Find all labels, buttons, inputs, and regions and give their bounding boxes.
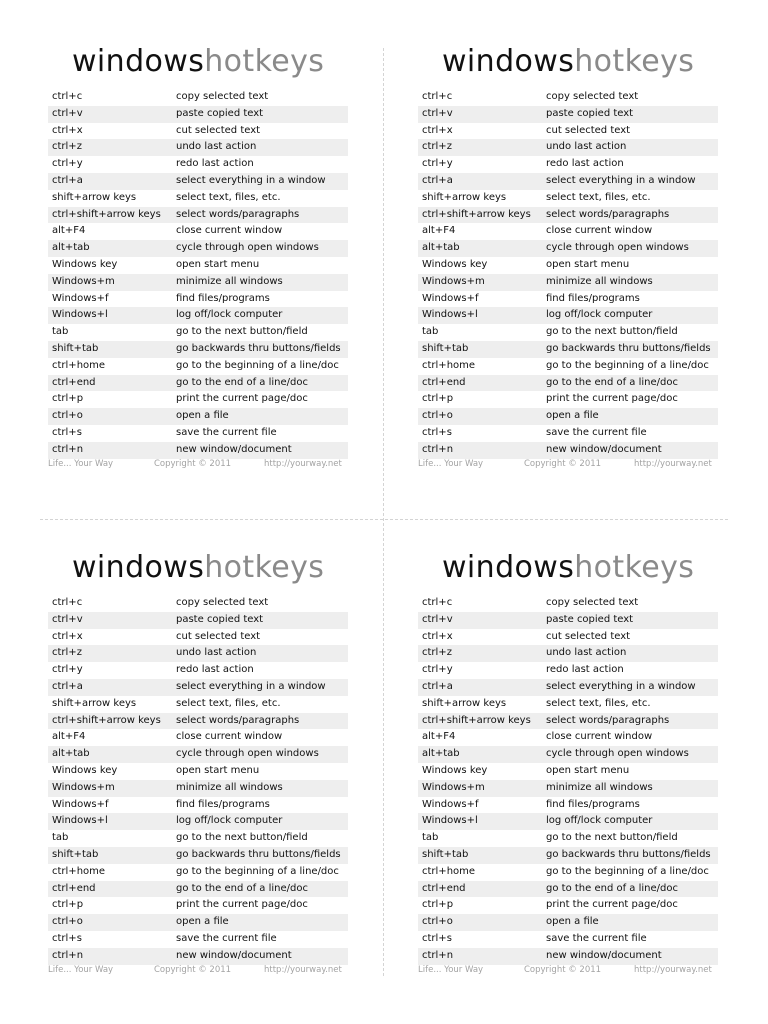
card-title — [442, 548, 694, 588]
hotkey-description: new window/document — [546, 949, 662, 961]
hotkey-description: go to the next button/field — [546, 326, 678, 338]
hotkey-description: minimize all windows — [546, 275, 653, 287]
card-title — [72, 548, 324, 588]
hotkey-row — [418, 442, 718, 459]
hotkey-row — [418, 629, 718, 646]
hotkey-description: minimize all windows — [176, 781, 283, 793]
hotkey-key: alt+F4 — [422, 225, 456, 237]
hotkey-key: Windows+m — [422, 781, 485, 793]
hotkey-row — [48, 341, 348, 358]
hotkey-description: open a file — [546, 916, 599, 928]
hotkey-key: ctrl+shift+arrow keys — [422, 208, 531, 220]
hotkey-row — [48, 442, 348, 459]
title-part-hotkeys: hotkeys — [204, 44, 325, 79]
hotkey-key: ctrl+s — [52, 426, 82, 438]
hotkey-table — [48, 89, 348, 459]
hotkey-key: ctrl+end — [52, 376, 96, 388]
hotkey-key: shift+tab — [422, 848, 469, 860]
hotkey-description: select everything in a window — [176, 680, 326, 692]
hotkey-description: log off/lock computer — [176, 309, 283, 321]
hotkey-row — [418, 813, 718, 830]
hotkey-key: tab — [422, 832, 439, 844]
hotkey-description: redo last action — [176, 158, 254, 170]
hotkey-row — [48, 948, 348, 965]
hotkey-key: ctrl+v — [52, 613, 83, 625]
hotkey-key: ctrl+s — [52, 932, 82, 944]
hotkey-row — [48, 830, 348, 847]
hotkey-row — [418, 106, 718, 123]
hotkey-row — [418, 662, 718, 679]
hotkey-description: go to the beginning of a line/doc — [546, 359, 709, 371]
hotkey-description: redo last action — [546, 664, 624, 676]
hotkey-description: find files/programs — [546, 798, 640, 810]
hotkey-row — [418, 864, 718, 881]
hotkey-key: alt+tab — [52, 242, 90, 254]
hotkey-row — [48, 679, 348, 696]
hotkey-row — [48, 89, 348, 106]
hotkey-description: copy selected text — [546, 91, 639, 102]
hotkey-row — [418, 291, 718, 308]
hotkey-description: go backwards thru buttons/fields — [176, 848, 341, 860]
hotkey-row — [48, 763, 348, 780]
hotkey-row — [48, 797, 348, 814]
hotkey-key: ctrl+o — [52, 410, 83, 422]
footer-url: http://yourway.net — [634, 965, 712, 975]
hotkey-row — [418, 797, 718, 814]
hotkey-key: ctrl+shift+arrow keys — [52, 208, 161, 220]
hotkey-row — [48, 595, 348, 612]
hotkey-description: close current window — [176, 225, 283, 237]
hotkey-description: go to the end of a line/doc — [176, 882, 308, 894]
hotkey-description: undo last action — [546, 141, 627, 153]
hotkey-key: tab — [52, 326, 69, 338]
hotkey-row — [418, 425, 718, 442]
hotkey-key: tab — [422, 326, 439, 338]
hotkey-row — [48, 391, 348, 408]
hotkey-description: save the current file — [546, 932, 647, 944]
hotkey-description: find files/programs — [176, 292, 270, 304]
card-footer — [418, 459, 722, 471]
hotkey-description: undo last action — [546, 647, 627, 659]
hotkey-key: ctrl+x — [422, 124, 453, 136]
title-part-windows: windows — [442, 550, 575, 585]
hotkey-key: ctrl+c — [52, 597, 83, 608]
footer-url: http://yourway.net — [264, 965, 342, 975]
hotkey-row — [418, 274, 718, 291]
hotkey-key: ctrl+n — [422, 443, 454, 455]
hotkey-key: Windows+m — [52, 781, 115, 793]
hotkey-key: Windows+m — [422, 275, 485, 287]
hotkey-key: ctrl+c — [52, 91, 83, 102]
footer-copyright: Copyright © 2011 — [524, 459, 602, 469]
hotkey-row — [48, 612, 348, 629]
hotkey-row — [48, 324, 348, 341]
hotkey-description: close current window — [546, 731, 653, 743]
hotkey-row — [418, 830, 718, 847]
hotkey-description: print the current page/doc — [176, 899, 308, 911]
hotkey-key: Windows+m — [52, 275, 115, 287]
hotkey-description: cut selected text — [546, 630, 631, 642]
hotkey-row — [418, 207, 718, 224]
hotkey-row — [418, 123, 718, 140]
hotkey-description: close current window — [546, 225, 653, 237]
footer-tagline: Life... Your Way — [418, 459, 484, 469]
hotkey-key: ctrl+s — [422, 426, 452, 438]
hotkey-description: go to the next button/field — [176, 326, 308, 338]
hotkey-description: cycle through open windows — [546, 748, 689, 760]
hotkey-key: Windows+l — [52, 309, 108, 321]
hotkey-description: new window/document — [176, 949, 292, 961]
hotkey-row — [418, 612, 718, 629]
hotkey-description: open start menu — [176, 764, 260, 776]
hotkey-key: ctrl+z — [422, 647, 452, 659]
hotkey-row — [48, 780, 348, 797]
hotkey-key: ctrl+y — [422, 158, 453, 170]
hotkey-description: select text, files, etc. — [176, 191, 281, 203]
hotkey-row — [418, 257, 718, 274]
footer-tagline: Life... Your Way — [418, 965, 484, 975]
hotkey-key: ctrl+end — [422, 376, 466, 388]
hotkey-row — [418, 173, 718, 190]
hotkey-description: minimize all windows — [176, 275, 283, 287]
hotkey-row — [48, 173, 348, 190]
hotkey-description: new window/document — [546, 443, 662, 455]
hotkey-key: ctrl+s — [422, 932, 452, 944]
hotkey-row — [48, 156, 348, 173]
title-part-windows: windows — [72, 550, 205, 585]
hotkey-description: cycle through open windows — [176, 242, 319, 254]
hotkey-row — [48, 746, 348, 763]
hotkey-key: ctrl+p — [422, 393, 454, 405]
hotkey-key: Windows key — [52, 764, 118, 776]
hotkey-description: open a file — [176, 410, 229, 422]
hotkey-description: go to the beginning of a line/doc — [176, 359, 339, 371]
hotkey-row — [418, 881, 718, 898]
hotkey-key: Windows+f — [422, 798, 479, 810]
hotkey-key: shift+tab — [422, 342, 469, 354]
hotkey-description: redo last action — [546, 158, 624, 170]
hotkey-description: save the current file — [176, 426, 277, 438]
hotkey-description: select text, files, etc. — [546, 191, 651, 203]
hotkey-key: ctrl+home — [52, 865, 106, 877]
hotkey-row — [48, 257, 348, 274]
hotkey-description: open start menu — [176, 258, 260, 270]
hotkey-row — [418, 729, 718, 746]
hotkey-table — [48, 595, 348, 965]
hotkey-key: Windows key — [422, 258, 488, 270]
hotkey-row — [48, 307, 348, 324]
hotkey-key: ctrl+c — [422, 91, 453, 102]
hotkey-key: Windows+l — [422, 815, 478, 827]
hotkey-row — [418, 713, 718, 730]
footer-url: http://yourway.net — [264, 459, 342, 469]
hotkey-description: print the current page/doc — [546, 899, 678, 911]
hotkey-description: go to the beginning of a line/doc — [176, 865, 339, 877]
hotkey-key: ctrl+n — [52, 443, 84, 455]
hotkey-description: log off/lock computer — [546, 309, 653, 321]
hotkey-description: go to the next button/field — [176, 832, 308, 844]
card-footer — [48, 965, 352, 977]
hotkey-key: ctrl+shift+arrow keys — [52, 714, 161, 726]
hotkey-description: cut selected text — [546, 124, 631, 136]
footer-copyright: Copyright © 2011 — [524, 965, 602, 975]
hotkey-row — [48, 207, 348, 224]
hotkey-key: Windows key — [52, 258, 118, 270]
hotkey-description: copy selected text — [176, 91, 269, 102]
footer-tagline: Life... Your Way — [48, 965, 114, 975]
hotkey-description: go to the end of a line/doc — [546, 376, 678, 388]
hotkey-row — [48, 931, 348, 948]
hotkey-row — [48, 106, 348, 123]
hotkey-description: select words/paragraphs — [546, 714, 670, 726]
hotkey-key: ctrl+v — [52, 107, 83, 119]
hotkey-row — [418, 780, 718, 797]
hotkey-description: select everything in a window — [176, 174, 326, 186]
hotkey-description: cycle through open windows — [546, 242, 689, 254]
hotkey-description: select words/paragraphs — [176, 714, 300, 726]
hotkey-key: ctrl+v — [422, 613, 453, 625]
hotkey-table — [418, 89, 718, 459]
hotkey-key: ctrl+p — [52, 393, 84, 405]
hotkey-key: ctrl+z — [52, 647, 82, 659]
hotkey-key: ctrl+p — [422, 899, 454, 911]
hotkey-description: open a file — [176, 916, 229, 928]
hotkey-row — [418, 139, 718, 156]
hotkey-row — [48, 881, 348, 898]
hotkey-description: select text, files, etc. — [176, 697, 281, 709]
hotkey-description: paste copied text — [546, 107, 634, 119]
hotkey-key: shift+arrow keys — [52, 191, 137, 203]
hotkey-key: alt+tab — [422, 242, 460, 254]
hotkey-key: ctrl+a — [52, 680, 83, 692]
hotkey-row — [418, 696, 718, 713]
hotkey-row — [418, 595, 718, 612]
hotkey-row — [418, 914, 718, 931]
hotkey-key: alt+F4 — [422, 731, 456, 743]
hotkey-row — [418, 375, 718, 392]
hotkey-key: ctrl+end — [52, 882, 96, 894]
hotkey-description: open start menu — [546, 764, 630, 776]
hotkey-description: paste copied text — [546, 613, 634, 625]
title-part-hotkeys: hotkeys — [204, 550, 325, 585]
hotkey-row — [418, 156, 718, 173]
vertical-cut-guide — [383, 48, 384, 976]
hotkey-row — [48, 847, 348, 864]
hotkey-row — [48, 240, 348, 257]
hotkey-description: save the current file — [546, 426, 647, 438]
hotkey-row — [48, 408, 348, 425]
hotkey-key: ctrl+home — [422, 359, 476, 371]
hotkey-key: ctrl+n — [422, 949, 454, 961]
hotkey-row — [418, 89, 718, 106]
hotkey-description: select text, files, etc. — [546, 697, 651, 709]
hotkey-row — [418, 931, 718, 948]
hotkey-row — [48, 425, 348, 442]
hotkey-row — [48, 897, 348, 914]
hotkey-key: ctrl+y — [52, 158, 83, 170]
hotkey-row — [48, 914, 348, 931]
hotkey-table — [418, 595, 718, 965]
hotkey-key: ctrl+v — [422, 107, 453, 119]
footer-tagline: Life... Your Way — [48, 459, 114, 469]
hotkey-key: Windows+f — [52, 798, 109, 810]
hotkey-key: ctrl+n — [52, 949, 84, 961]
hotkey-key: Windows+l — [52, 815, 108, 827]
hotkey-row — [418, 408, 718, 425]
hotkey-key: Windows+l — [422, 309, 478, 321]
hotkey-description: select everything in a window — [546, 680, 696, 692]
hotkey-description: go to the beginning of a line/doc — [546, 865, 709, 877]
hotkey-row — [418, 358, 718, 375]
card-footer — [48, 459, 352, 471]
title-part-hotkeys: hotkeys — [574, 550, 695, 585]
hotkey-row — [418, 679, 718, 696]
hotkey-row — [418, 847, 718, 864]
hotkey-row — [48, 813, 348, 830]
hotkey-row — [48, 629, 348, 646]
hotkey-key: ctrl+home — [52, 359, 106, 371]
hotkey-row — [418, 223, 718, 240]
hotkey-description: go backwards thru buttons/fields — [546, 342, 711, 354]
hotkey-key: ctrl+a — [422, 680, 453, 692]
hotkey-key: ctrl+p — [52, 899, 84, 911]
hotkey-key: ctrl+z — [422, 141, 452, 153]
hotkey-row — [48, 223, 348, 240]
hotkey-key: alt+tab — [422, 748, 460, 760]
hotkey-row — [418, 391, 718, 408]
hotkey-description: close current window — [176, 731, 283, 743]
hotkey-row — [48, 729, 348, 746]
footer-copyright: Copyright © 2011 — [154, 459, 232, 469]
hotkey-row — [48, 662, 348, 679]
hotkey-key: ctrl+o — [422, 410, 453, 422]
hotkey-description: minimize all windows — [546, 781, 653, 793]
hotkey-row — [48, 713, 348, 730]
hotkey-row — [418, 746, 718, 763]
hotkey-row — [48, 139, 348, 156]
hotkey-key: ctrl+y — [422, 664, 453, 676]
hotkey-description: save the current file — [176, 932, 277, 944]
hotkey-description: find files/programs — [176, 798, 270, 810]
hotkey-description: log off/lock computer — [546, 815, 653, 827]
hotkey-key: ctrl+a — [52, 174, 83, 186]
hotkey-row — [418, 324, 718, 341]
hotkey-row — [418, 897, 718, 914]
hotkey-description: go backwards thru buttons/fields — [546, 848, 711, 860]
hotkey-description: open start menu — [546, 258, 630, 270]
hotkey-row — [418, 307, 718, 324]
hotkey-key: ctrl+end — [422, 882, 466, 894]
hotkey-key: shift+arrow keys — [422, 191, 507, 203]
hotkey-description: find files/programs — [546, 292, 640, 304]
hotkey-key: alt+tab — [52, 748, 90, 760]
hotkey-row — [48, 375, 348, 392]
hotkey-row — [418, 763, 718, 780]
horizontal-cut-guide — [40, 519, 728, 520]
hotkey-key: shift+arrow keys — [52, 697, 137, 709]
hotkey-description: go backwards thru buttons/fields — [176, 342, 341, 354]
hotkey-key: ctrl+a — [422, 174, 453, 186]
hotkey-description: cut selected text — [176, 124, 261, 136]
hotkey-key: ctrl+c — [422, 597, 453, 608]
hotkey-description: copy selected text — [176, 597, 269, 608]
hotkey-row — [48, 190, 348, 207]
card-title — [442, 42, 694, 82]
hotkey-key: shift+tab — [52, 848, 99, 860]
hotkey-key: ctrl+x — [422, 630, 453, 642]
hotkey-key: shift+arrow keys — [422, 697, 507, 709]
hotkey-description: redo last action — [176, 664, 254, 676]
title-part-hotkeys: hotkeys — [574, 44, 695, 79]
card-footer — [418, 965, 722, 977]
hotkey-key: ctrl+o — [52, 916, 83, 928]
hotkey-description: open a file — [546, 410, 599, 422]
hotkey-row — [48, 123, 348, 140]
card-title — [72, 42, 324, 82]
hotkey-row — [48, 291, 348, 308]
title-part-windows: windows — [72, 44, 205, 79]
hotkey-description: go to the next button/field — [546, 832, 678, 844]
hotkey-row — [48, 696, 348, 713]
hotkey-description: undo last action — [176, 647, 257, 659]
hotkey-key: ctrl+y — [52, 664, 83, 676]
hotkey-key: ctrl+o — [422, 916, 453, 928]
hotkey-key: alt+F4 — [52, 225, 86, 237]
hotkey-description: select words/paragraphs — [176, 208, 300, 220]
hotkey-description: paste copied text — [176, 613, 264, 625]
hotkey-row — [48, 358, 348, 375]
hotkey-description: undo last action — [176, 141, 257, 153]
hotkey-row — [418, 240, 718, 257]
hotkey-description: go to the end of a line/doc — [176, 376, 308, 388]
hotkey-description: go to the end of a line/doc — [546, 882, 678, 894]
hotkey-key: ctrl+x — [52, 124, 83, 136]
hotkey-row — [48, 274, 348, 291]
hotkey-row — [418, 190, 718, 207]
hotkey-key: ctrl+x — [52, 630, 83, 642]
hotkey-row — [48, 864, 348, 881]
hotkey-description: select words/paragraphs — [546, 208, 670, 220]
footer-copyright: Copyright © 2011 — [154, 965, 232, 975]
hotkey-description: copy selected text — [546, 597, 639, 608]
footer-url: http://yourway.net — [634, 459, 712, 469]
hotkey-key: ctrl+home — [422, 865, 476, 877]
hotkey-key: alt+F4 — [52, 731, 86, 743]
hotkey-description: print the current page/doc — [176, 393, 308, 405]
hotkey-row — [48, 645, 348, 662]
hotkey-row — [418, 948, 718, 965]
hotkey-row — [418, 341, 718, 358]
hotkey-description: new window/document — [176, 443, 292, 455]
hotkey-description: cut selected text — [176, 630, 261, 642]
hotkey-key: Windows+f — [422, 292, 479, 304]
hotkey-description: select everything in a window — [546, 174, 696, 186]
hotkey-key: Windows key — [422, 764, 488, 776]
hotkey-description: print the current page/doc — [546, 393, 678, 405]
title-part-windows: windows — [442, 44, 575, 79]
hotkey-key: tab — [52, 832, 69, 844]
hotkey-description: log off/lock computer — [176, 815, 283, 827]
hotkey-key: shift+tab — [52, 342, 99, 354]
hotkey-description: paste copied text — [176, 107, 264, 119]
hotkey-row — [418, 645, 718, 662]
hotkey-key: ctrl+shift+arrow keys — [422, 714, 531, 726]
hotkey-description: cycle through open windows — [176, 748, 319, 760]
hotkey-key: ctrl+z — [52, 141, 82, 153]
hotkey-key: Windows+f — [52, 292, 109, 304]
